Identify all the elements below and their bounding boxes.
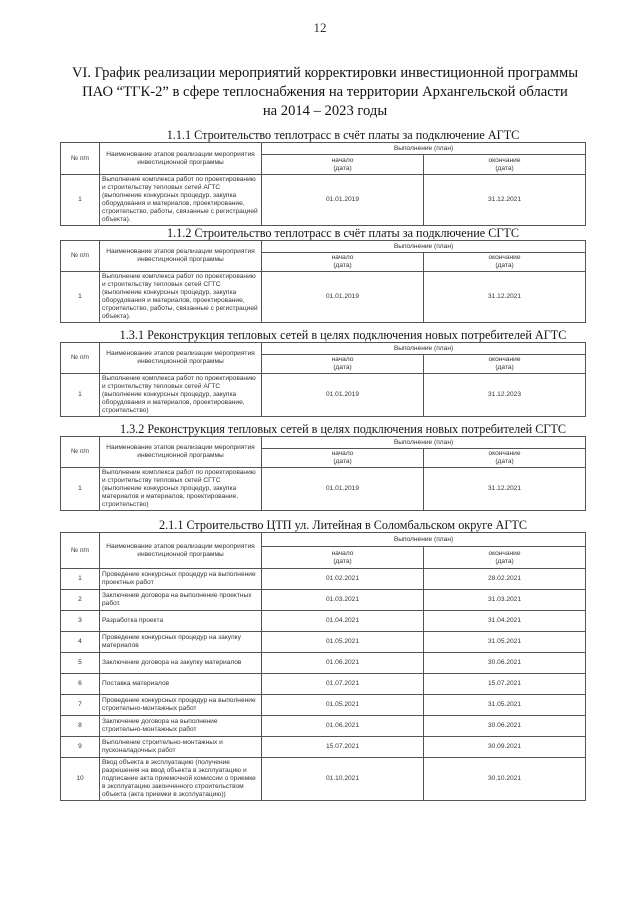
section-1-1-1 bbox=[60, 128, 586, 226]
section-1-3-2 bbox=[60, 422, 586, 511]
header-execution: Выполнение (план) bbox=[262, 143, 586, 155]
table-row bbox=[61, 653, 586, 674]
schedule-table bbox=[60, 436, 586, 511]
header-name: Наименование этапов реализации мероприятия инвестиционной программы bbox=[100, 533, 262, 569]
header-name: Наименование этапов реализации мероприятия инвестиционной программы bbox=[100, 343, 262, 374]
section-1-1-2 bbox=[60, 226, 586, 323]
header-start: начало (дата) bbox=[262, 253, 424, 272]
row-start: 01.06.2021 bbox=[262, 653, 424, 674]
section-2-1-1 bbox=[60, 518, 586, 801]
header-end: окончание (дата) bbox=[424, 253, 586, 272]
row-name: Выполнение комплекса работ по проектированию и строительству тепловых сетей СГТС (выполнение конкурсных процедур, закупка материалов и материалов, проектирование, строительство) bbox=[100, 468, 262, 511]
row-name: Заключение договора на закупку материалов bbox=[100, 653, 262, 674]
row-num: 1 bbox=[61, 272, 100, 323]
header-num: № п/п bbox=[61, 343, 100, 374]
row-start: 01.02.2021 bbox=[262, 569, 424, 590]
table-row bbox=[61, 611, 586, 632]
table-row bbox=[61, 716, 586, 737]
row-num: 10 bbox=[61, 758, 100, 801]
table-row bbox=[61, 272, 586, 323]
header-end: окончание (дата) bbox=[424, 355, 586, 374]
header-end: окончание (дата) bbox=[424, 449, 586, 468]
row-start: 01.01.2019 bbox=[262, 374, 424, 417]
header-end: окончание (дата) bbox=[424, 155, 586, 175]
row-end: 31.12.2021 bbox=[424, 468, 586, 511]
header-execution: Выполнение (план) bbox=[262, 241, 586, 253]
row-num: 5 bbox=[61, 653, 100, 674]
table-row bbox=[61, 175, 586, 226]
row-end: 31.03.2021 bbox=[424, 590, 586, 611]
header-start: начало (дата) bbox=[262, 547, 424, 569]
header-execution: Выполнение (план) bbox=[262, 533, 586, 547]
row-end: 28.02.2021 bbox=[424, 569, 586, 590]
row-start: 01.06.2021 bbox=[262, 716, 424, 737]
header-name: Наименование этапов реализации мероприятия инвестиционной программы bbox=[100, 143, 262, 175]
table-row bbox=[61, 569, 586, 590]
row-end: 15.07.2021 bbox=[424, 674, 586, 695]
header-start: начало (дата) bbox=[262, 449, 424, 468]
row-num: 2 bbox=[61, 590, 100, 611]
header-num: № п/п bbox=[61, 437, 100, 468]
row-end: 30.10.2021 bbox=[424, 758, 586, 801]
header-start: начало (дата) bbox=[262, 355, 424, 374]
row-start: 01.03.2021 bbox=[262, 590, 424, 611]
header-num: № п/п bbox=[61, 241, 100, 272]
row-start: 01.10.2021 bbox=[262, 758, 424, 801]
row-start: 01.05.2021 bbox=[262, 632, 424, 653]
page-title-line-3: на 2014 – 2023 годы bbox=[262, 103, 388, 119]
schedule-table bbox=[60, 142, 586, 226]
header-name: Наименование этапов реализации мероприятия инвестиционной программы bbox=[100, 241, 262, 272]
row-end: 30.06.2021 bbox=[424, 653, 586, 674]
row-start: 15.07.2021 bbox=[262, 737, 424, 758]
table-row bbox=[61, 695, 586, 716]
table-row bbox=[61, 374, 586, 417]
table-row bbox=[61, 632, 586, 653]
row-name: Поставка материалов bbox=[100, 674, 262, 695]
row-end: 30.06.2021 bbox=[424, 716, 586, 737]
schedule-table bbox=[60, 342, 586, 417]
row-end: 31.12.2021 bbox=[424, 272, 586, 323]
row-start: 01.01.2019 bbox=[262, 272, 424, 323]
section-title: 1.3.1 Реконструкция тепловых сетей в целях подключения новых потребителей АГТС bbox=[119, 328, 567, 342]
page-title-line-2: ПАО “ТГК-2” в сфере теплоснабжения на территории Архангельской области bbox=[82, 84, 568, 100]
row-name: Проведение конкурсных процедур на выполнение строительно-монтажных работ bbox=[100, 695, 262, 716]
row-start: 01.01.2019 bbox=[262, 175, 424, 226]
section-title: 1.3.2 Реконструкция тепловых сетей в целях подключения новых потребителей СГТС bbox=[120, 422, 566, 436]
row-start: 01.01.2019 bbox=[262, 468, 424, 511]
table-row bbox=[61, 468, 586, 511]
section-1-3-1 bbox=[60, 328, 586, 417]
row-end: 31.04.2021 bbox=[424, 611, 586, 632]
header-execution: Выполнение (план) bbox=[262, 437, 586, 449]
row-num: 1 bbox=[61, 569, 100, 590]
row-name: Заключение договора на выполнение строительно-монтажных работ bbox=[100, 716, 262, 737]
header-num: № п/п bbox=[61, 533, 100, 569]
row-end: 31.12.2023 bbox=[424, 374, 586, 417]
row-end: 31.05.2021 bbox=[424, 632, 586, 653]
header-name: Наименование этапов реализации мероприятия инвестиционной программы bbox=[100, 437, 262, 468]
header-num: № п/п bbox=[61, 143, 100, 175]
row-start: 01.04.2021 bbox=[262, 611, 424, 632]
section-title: 1.1.2 Строительство теплотрасс в счёт платы за подключение СГТС bbox=[167, 226, 519, 240]
row-name: Выполнение комплекса работ по проектированию и строительству тепловых сетей АГТС (выполнение конкурсных процедур, закупка оборудования и материалов, проектирование, строительство, работы, связанные с регистрацией объекта). bbox=[100, 175, 262, 226]
row-num: 1 bbox=[61, 468, 100, 511]
row-num: 3 bbox=[61, 611, 100, 632]
section-title: 1.1.1 Строительство теплотрасс в счёт платы за подключение АГТС bbox=[166, 128, 520, 142]
row-num: 1 bbox=[61, 175, 100, 226]
row-num: 6 bbox=[61, 674, 100, 695]
row-end: 31.05.2021 bbox=[424, 695, 586, 716]
row-num: 9 bbox=[61, 737, 100, 758]
page-number: 12 bbox=[313, 20, 327, 35]
row-name: Разработка проекта bbox=[100, 611, 262, 632]
header-start: начало (дата) bbox=[262, 155, 424, 175]
table-row bbox=[61, 674, 586, 695]
section-title: 2.1.1 Строительство ЦТП ул. Литейная в Соломбальском округе АГТС bbox=[159, 518, 527, 532]
row-name: Выполнение комплекса работ по проектированию и строительству тепловых сетей СГТС (выполнение конкурсных процедур, закупка оборудования и материалов, проектирование, строительство, работы, связанные с регистрацией объекта). bbox=[100, 272, 262, 323]
row-num: 1 bbox=[61, 374, 100, 417]
row-end: 30.09.2021 bbox=[424, 737, 586, 758]
row-start: 01.07.2021 bbox=[262, 674, 424, 695]
page-title-line-1: VI. График реализации мероприятий корректировки инвестиционной программы bbox=[71, 65, 579, 81]
schedule-table bbox=[60, 532, 586, 801]
row-name: Выполнение строительно-монтажных и пусконаладочных работ bbox=[100, 737, 262, 758]
table-row bbox=[61, 758, 586, 801]
row-name: Заключение договора на выполнение проектных работ. bbox=[100, 590, 262, 611]
table-row bbox=[61, 737, 586, 758]
header-end: окончание (дата) bbox=[424, 547, 586, 569]
row-name: Ввод объекта в эксплуатацию (получение разрешения на ввод объекта в эксплуатацию и подписание акта приемочной комиссии о приемке в эксплуатацию законченного строительством объекта (акта приемки в эксплуатацию)) bbox=[100, 758, 262, 801]
row-name: Проведение конкурсных процедур на выполнение проектных работ bbox=[100, 569, 262, 590]
row-name: Выполнение комплекса работ по проектированию и строительству тепловых сетей АГТС (выполнение конкурсных процедур, закупка оборудования и материалов, проектирование, строительство) bbox=[100, 374, 262, 417]
row-num: 8 bbox=[61, 716, 100, 737]
row-num: 7 bbox=[61, 695, 100, 716]
header-execution: Выполнение (план) bbox=[262, 343, 586, 355]
row-name: Проведение конкурсных процедур на закупку материалов bbox=[100, 632, 262, 653]
row-num: 4 bbox=[61, 632, 100, 653]
row-start: 01.05.2021 bbox=[262, 695, 424, 716]
page-title bbox=[60, 64, 590, 121]
row-end: 31.12.2021 bbox=[424, 175, 586, 226]
schedule-table bbox=[60, 240, 586, 323]
table-row bbox=[61, 590, 586, 611]
